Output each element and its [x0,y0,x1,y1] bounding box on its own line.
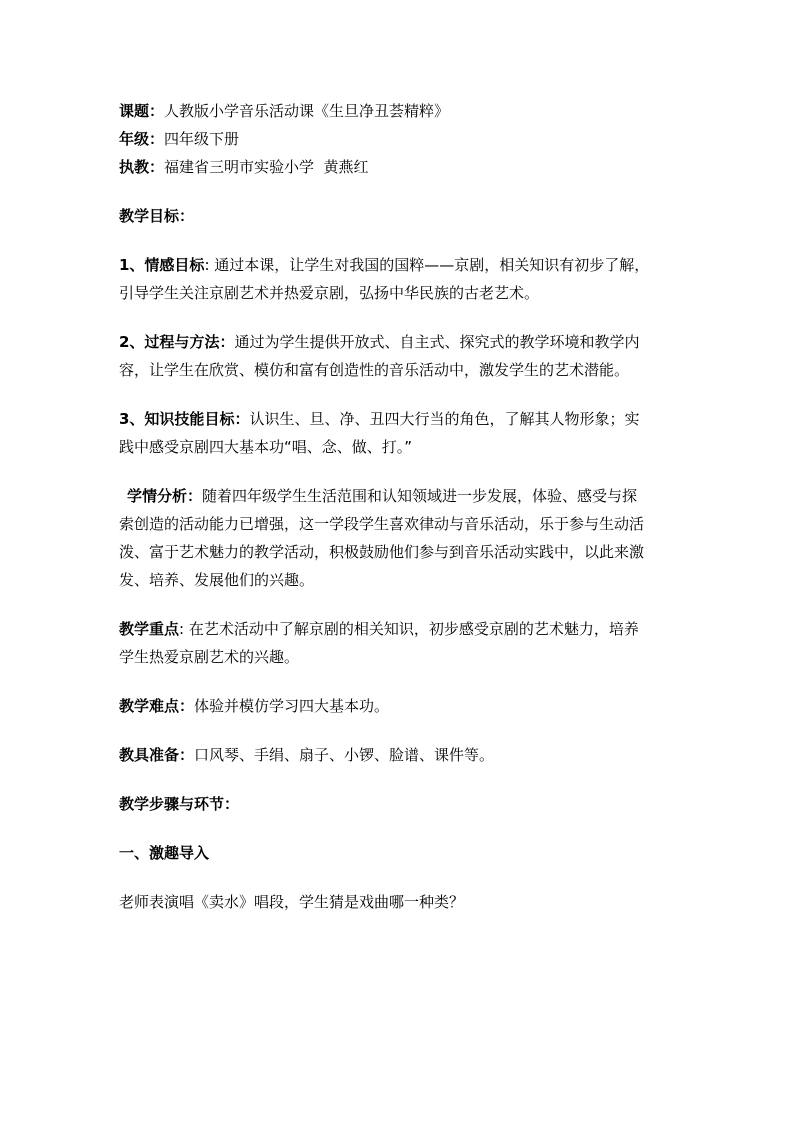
teacher-label: 执教： [119,158,165,176]
materials-label: 教具准备： [119,746,195,764]
section-1-title: 一、激趣导入 [119,844,210,862]
objective-3-line2: 践中感受京剧四大基本功“唱、念、做、打。” [119,438,413,456]
steps-heading: 教学步骤与环节： [119,795,240,813]
key-points-paragraph [119,615,689,671]
objective-2-label: 2、过程与方法： [119,333,235,351]
objective-3-label: 3、知识技能目标： [119,410,250,428]
objectives-heading: 教学目标： [119,207,195,225]
analysis-label: 学情分析： [127,487,203,505]
materials-value: 口风琴、手绢、扇子、小锣、脸谱、课件等。 [194,746,495,764]
key-points-line1: : 在艺术活动中了解京剧的相关知识，初步感受京剧的艺术魅力，培养 [179,620,639,638]
objective-item-3 [119,405,689,461]
difficulty-line [119,692,689,720]
key-points-line2: 学生热爱京剧艺术的兴趣。 [119,648,300,666]
lesson-plan-document [119,97,689,916]
topic-value: 人教版小学音乐活动课《生旦净丑荟精粹》 [164,102,450,120]
section-1-text: 老师表演唱《卖水》唱段，学生猜是戏曲哪一种类？ [119,893,465,911]
objective-2-line2: 容，让学生在欣赏、模仿和富有创造性的音乐活动中，激发学生的艺术潜能。 [119,361,630,379]
objective-item-2 [119,328,689,384]
analysis-line3: 泼、富于艺术魅力的教学活动，积极鼓励他们参与到音乐活动实践中，以此来激 [119,543,645,561]
materials-line [119,741,689,769]
objective-1-label: 1、情感目标 [119,256,205,274]
difficulty-label: 教学难点： [119,697,195,715]
analysis-line1: 随着四年级学生生活范围和认知领域进一步发展，体验、感受与探 [202,487,638,505]
difficulty-value: 体验并模仿学习四大基本功。 [194,697,390,715]
objective-2-line1: 通过为学生提供开放式、自主式、探究式的教学环境和教学内 [234,333,640,351]
analysis-line4: 发、培养、发展他们的兴趣。 [119,571,315,589]
analysis-paragraph [119,482,689,594]
grade-line [119,125,689,153]
analysis-line2: 索创造的活动能力已增强，这一学段学生喜欢律动与音乐活动，乐于参与生动活 [119,515,645,533]
objective-item-1 [119,251,689,307]
objective-1-line2: 引导学生关注京剧艺术并热爱京剧，弘扬中华民族的古老艺术。 [119,284,540,302]
objective-1-line1: : 通过本课，让学生对我国的国粹——京剧，相关知识有初步了解， [204,256,650,274]
objective-3-line1: 认识生、旦、净、丑四大行当的角色，了解其人物形象；实 [249,410,640,428]
key-points-label: 教学重点 [119,620,180,638]
grade-label: 年级： [119,130,165,148]
grade-value: 四年级下册 [164,130,240,148]
topic-label: 课题： [119,102,165,120]
teacher-line [119,153,689,181]
topic-line [119,97,689,125]
teacher-value: 福建省三明市实验小学 黄燕红 [164,158,369,176]
